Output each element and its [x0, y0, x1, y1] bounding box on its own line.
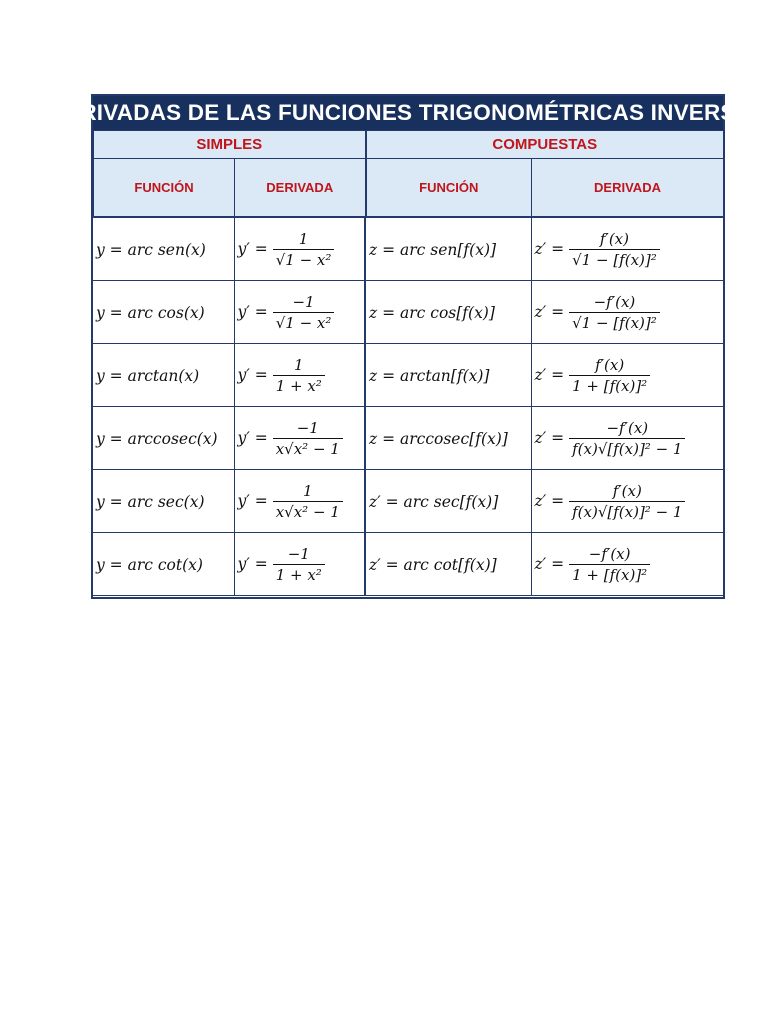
header-derivada-compuesta: DERIVADA: [532, 159, 724, 217]
compound-denominator: 1 + [f(x)]²: [569, 375, 650, 395]
simple-function-cell: [93, 407, 234, 470]
compound-function: z = arc cos[f(x)]: [369, 303, 495, 322]
simple-function-cell: [93, 344, 234, 407]
simple-denominator: √1 − x²: [273, 312, 335, 332]
compound-derivative: [532, 356, 651, 395]
table-row: [93, 344, 723, 407]
simple-derivative-cell: [234, 281, 365, 344]
compound-derivative-fraction: [569, 545, 650, 584]
table-row: [93, 281, 723, 344]
compound-derivative-cell: [531, 218, 723, 281]
header-funcion-compuesta: FUNCIÓN: [366, 159, 532, 217]
section-header-row: [94, 131, 724, 159]
compound-function-cell: [365, 281, 531, 344]
compound-numerator: f′(x): [612, 481, 642, 500]
derivatives-table: [93, 130, 724, 217]
simple-derivative-cell: [234, 470, 365, 533]
simple-derivative-fraction: [273, 293, 335, 332]
compound-denominator: 1 + [f(x)]²: [569, 564, 650, 584]
simple-numerator: 1: [298, 229, 309, 248]
simple-denominator: x√x² − 1: [273, 438, 343, 458]
simple-numerator: −1: [287, 544, 310, 563]
simple-derivative: [235, 482, 343, 521]
compound-function: z′ = arc sec[f(x)]: [369, 492, 499, 511]
compound-derivative-cell: [531, 344, 723, 407]
simple-function: y = arc cot(x): [96, 555, 203, 574]
compound-derivative-fraction: [569, 356, 650, 395]
simple-denominator: 1 + x²: [273, 564, 325, 584]
compound-derivative-fraction: [569, 293, 660, 332]
simple-function-cell: [93, 533, 234, 596]
compound-numerator: f′(x): [599, 229, 629, 248]
compound-derivative-lhs: z′ =: [534, 429, 565, 447]
simple-derivative: [235, 545, 325, 584]
simple-derivative-fraction: [273, 419, 343, 458]
compound-function: z = arc sen[f(x)]: [369, 240, 497, 259]
simple-function-cell: [93, 218, 234, 281]
simple-derivative-fraction: [273, 482, 343, 521]
compound-derivative-lhs: z′ =: [534, 492, 565, 510]
simple-derivative-lhs: y′ =: [237, 303, 268, 321]
compound-derivative-cell: [531, 470, 723, 533]
compound-denominator: √1 − [f(x)]²: [569, 312, 660, 332]
simple-function-cell: [93, 281, 234, 344]
compound-derivative-fraction: [569, 482, 685, 521]
simple-denominator: √1 − x²: [273, 249, 335, 269]
table-row: [93, 218, 723, 281]
compound-derivative-lhs: z′ =: [534, 303, 565, 321]
simple-function: y = arc sen(x): [96, 240, 206, 259]
compound-derivative-fraction: [569, 419, 685, 458]
table-row: [93, 407, 723, 470]
derivatives-table-body: [93, 217, 724, 596]
section-simples: SIMPLES: [94, 131, 366, 159]
compound-derivative: [532, 293, 660, 332]
derivatives-table-card: [48, 94, 768, 599]
compound-derivative: [532, 482, 686, 521]
compound-numerator: −f′(x): [593, 292, 636, 311]
compound-numerator: −f′(x): [588, 544, 631, 563]
simple-function: y = arc sec(x): [96, 492, 205, 511]
compound-function-cell: [365, 533, 531, 596]
simple-derivative-lhs: y′ =: [237, 240, 268, 258]
simple-derivative-cell: [234, 218, 365, 281]
column-header-row: [94, 159, 724, 217]
simple-numerator: 1: [303, 481, 313, 500]
simple-derivative-fraction: [273, 230, 335, 269]
table-row: [93, 470, 723, 533]
simple-derivative-cell: [234, 344, 365, 407]
header-funcion-simple: FUNCIÓN: [94, 159, 235, 217]
compound-derivative-cell: [531, 533, 723, 596]
compound-derivative-cell: [531, 407, 723, 470]
simple-derivative: [235, 230, 335, 269]
compound-denominator: f(x)√[f(x)]² − 1: [569, 438, 685, 458]
simple-derivative-cell: [234, 533, 365, 596]
simple-derivative-lhs: y′ =: [237, 492, 268, 510]
simple-derivative: [235, 356, 325, 395]
simple-derivative-lhs: y′ =: [237, 366, 268, 384]
compound-function: z′ = arc cot[f(x)]: [369, 555, 497, 574]
simple-derivative: [235, 419, 343, 458]
compound-denominator: √1 − [f(x)]²: [569, 249, 660, 269]
simple-derivative-fraction: [273, 545, 325, 584]
compound-function-cell: [365, 344, 531, 407]
simple-derivative-fraction: [273, 356, 325, 395]
compound-function: z = arctan[f(x)]: [369, 366, 490, 385]
compound-derivative: [532, 419, 686, 458]
compound-derivative: [532, 230, 660, 269]
section-compuestas: COMPUESTAS: [366, 131, 724, 159]
simple-derivative-cell: [234, 407, 365, 470]
compound-derivative-cell: [531, 281, 723, 344]
simple-function: y = arc cos(x): [96, 303, 205, 322]
simple-numerator: 1: [293, 355, 304, 374]
compound-numerator: −f′(x): [606, 418, 649, 437]
simple-denominator: 1 + x²: [273, 375, 325, 395]
compound-derivative-lhs: z′ =: [534, 366, 565, 384]
simple-function: y = arccosec(x): [96, 429, 218, 448]
simple-function: y = arctan(x): [96, 366, 200, 385]
header-derivada-simple: DERIVADA: [235, 159, 366, 217]
simple-denominator: x√x² − 1: [273, 501, 343, 521]
simple-function-cell: [93, 470, 234, 533]
compound-numerator: f′(x): [595, 355, 625, 374]
compound-function: z = arccosec[f(x)]: [369, 429, 508, 448]
compound-derivative-fraction: [569, 230, 660, 269]
simple-numerator: −1: [292, 292, 315, 311]
table-title: DERIVADAS DE LAS FUNCIONES TRIGONOMÉTRICAS INVERSAS: [93, 96, 723, 130]
simple-numerator: −1: [296, 418, 319, 437]
compound-function-cell: [365, 218, 531, 281]
table-row: [93, 533, 723, 596]
simple-derivative-lhs: y′ =: [237, 555, 268, 573]
compound-function-cell: [365, 407, 531, 470]
compound-denominator: f(x)√[f(x)]² − 1: [569, 501, 685, 521]
compound-derivative: [532, 545, 651, 584]
compound-function-cell: [365, 470, 531, 533]
simple-derivative: [235, 293, 335, 332]
compound-derivative-lhs: z′ =: [534, 555, 565, 573]
simple-derivative-lhs: y′ =: [237, 429, 268, 447]
compound-derivative-lhs: z′ =: [534, 240, 565, 258]
